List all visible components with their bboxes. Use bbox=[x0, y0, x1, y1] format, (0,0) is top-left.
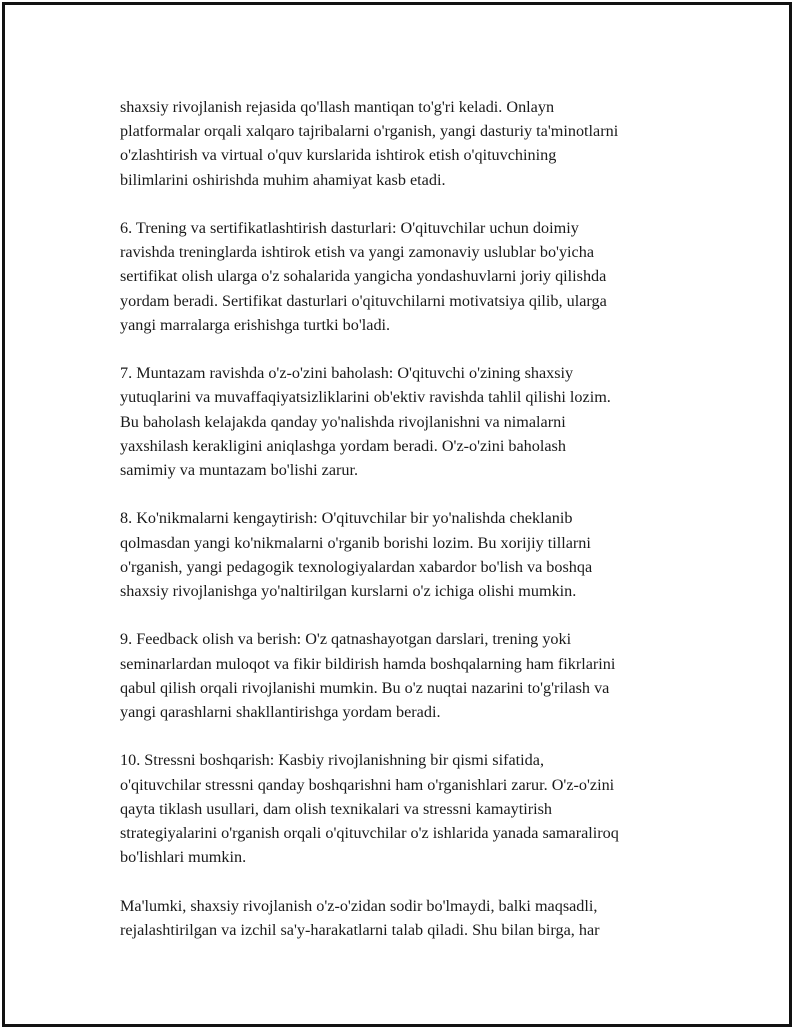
paragraph-conclusion: Ma'lumki, shaxsiy rivojlanish o'z-o'zidan sodir bo'lmaydi, balki maqsadli, rejalashtirilgan va izchil sa'y-harakatlarni talab qiladi. Shu bilan birga, har bbox=[120, 896, 600, 939]
document-page bbox=[2, 2, 792, 1027]
paragraph-item-6-training: 6. Trening va sertifikatlashtirish dasturlari: O'qituvchilar uchun doimiy ravishda treninglarda ishtirok etish va yangi zamonaviy uslublar bo'yicha sertifikat olish ularga o'z sohalarida yangicha yondashuvlarni joriy qilishda yordam beradi. Sertifikat dasturlari o'qituvchilarni motivatsiya qilib, ularga yangi marralarga erishishga turtki bo'ladi. bbox=[120, 219, 607, 334]
paragraph-intro-continuation: shaxsiy rivojlanish rejasida qo'llash mantiqan to'g'ri keladi. Onlayn platformalar orqali xalqaro tajribalarni o'rganish, yangi dasturiy ta'minotlarni o'zlashtirish va virtual o'quv kurslarida ishtirok etish o'qituvchining bilimlarini oshirishda muhim ahamiyat kasb etadi. bbox=[120, 98, 619, 189]
paragraph-item-9-feedback: 9. Feedback olish va berish: O'z qatnashayotgan darslari, trening yoki seminarlardan muloqot va fikir bildirish hamda boshqalarning ham fikrlarini qabul qilish orqali rivojlanishi mumkin. Bu o'z nuqtai nazarini to'g'rilash va yangi qarashlarni shakllantirishga yordam beradi. bbox=[120, 630, 616, 722]
document-body bbox=[120, 95, 710, 942]
paragraph-item-10-stress: 10. Stressni boshqarish: Kasbiy rivojlanishning bir qismi sifatida, o'qituvchilar stressni qanday boshqarishni ham o'rganishlari zarur. O'z-o'zini qayta tiklash usullari, dam olish texnikalari va stressni kamaytirish strategiyalarini o'rganish orqali o'qituvchilar o'z ishlarida yanada samaraliroq bo'lishlari mumkin. bbox=[120, 751, 619, 867]
paragraph-item-8-skills: 8. Ko'nikmalarni kengaytirish: O'qituvchilar bir yo'nalishda cheklanib qolmasdan yangi ko'nikmalarni o'rganib borishi lozim. Bu xorijiy tillarni o'rganish, yangi pedagogik texnologiyalardan xabardor bo'lish va boshqa shaxsiy rivojlanishga yo'naltirilgan kurslarni o'z ichiga olishi mumkin. bbox=[120, 509, 593, 601]
paragraph-item-7-self-assessment: 7. Muntazam ravishda o'z-o'zini baholash: O'qituvchi o'zining shaxsiy yutuqlarini va muvaffaqiyatsizliklarini ob'ektiv ravishda tahlil qilishi lozim. Bu baholash kelajakda qanday yo'nalishda rivojlanishni va nimalarni yaxshilash kerakligini aniqlashga yordam beradi. O'z-o'zini baholash samimiy va muntazam bo'lishi zarur. bbox=[120, 364, 611, 480]
